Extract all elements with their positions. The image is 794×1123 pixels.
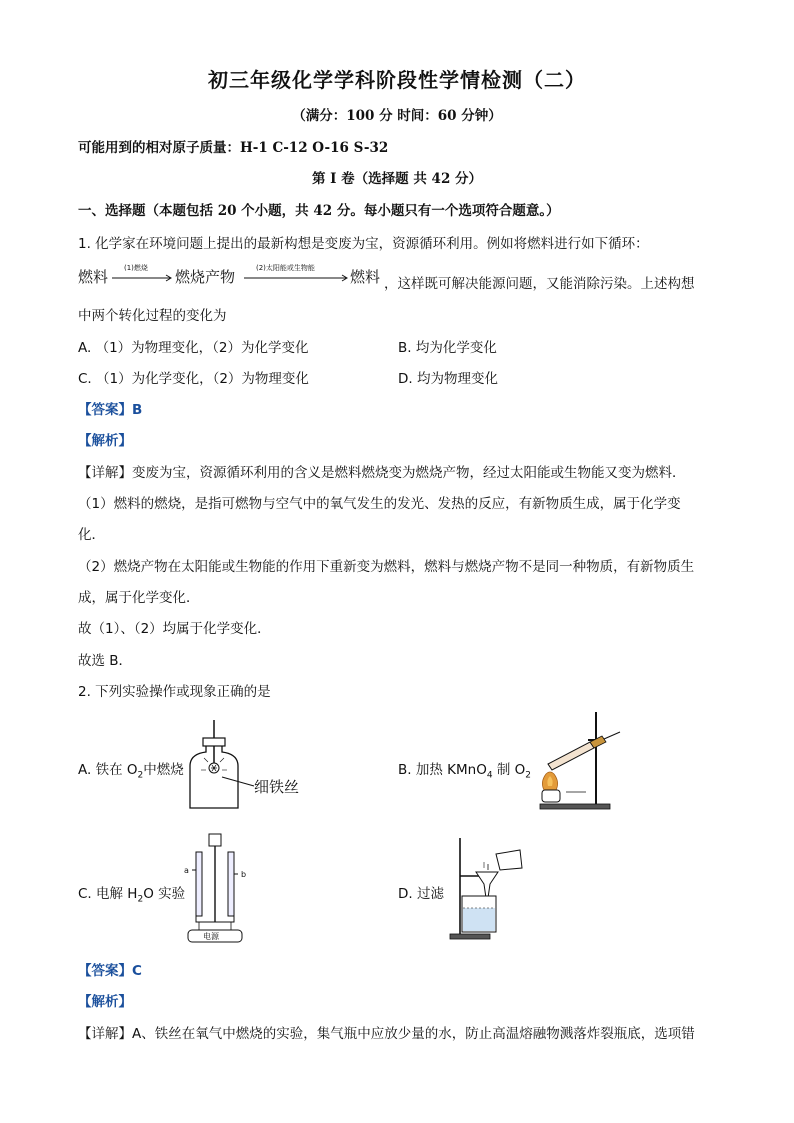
- iron-burning-oxygen-diagram: [188, 720, 298, 812]
- q2-option-b: B. 加热 KMnO$_4$ 制 $O_2$: [398, 762, 532, 781]
- q1-answer: 【答案】B: [78, 402, 143, 418]
- q2-option-c: C. 电解 $H_2O$ 实验: [78, 886, 186, 905]
- q1-stem-cont: ，这样既可解决能源问题，又能消除污染。上述构想: [384, 276, 695, 292]
- q2-stem: 2. 下列实验操作或现象正确的是: [78, 684, 271, 700]
- q1-option-b: B. 均为化学变化: [398, 340, 497, 356]
- kmno4-heating-diagram: [540, 712, 630, 812]
- arrow1-label: (1)燃烧: [124, 264, 148, 272]
- cycle-fuel-2: 燃料: [350, 268, 381, 286]
- iron-wire-label: 细铁丝: [254, 778, 300, 796]
- atomic-masses: 可能用到的相对原子质量：H-1 C-12 O-16 S-32: [78, 140, 389, 156]
- q1-option-d: D. 均为物理变化: [398, 371, 498, 387]
- cycle-product: 燃烧产物: [175, 268, 236, 286]
- exam-info: （满分：100 分 时间：60 分钟）: [292, 108, 502, 124]
- arrow2-label: (2)太阳能或生物能: [256, 264, 315, 272]
- electrode-b-label: b: [241, 870, 247, 879]
- q1-stem-end: 中两个转化过程的变化为: [78, 308, 227, 324]
- q1-option-c: C. （1）为化学变化，（2）为物理变化: [78, 371, 309, 387]
- q2-detail-1: 【详解】A、铁丝在氧气中燃烧的实验，集气瓶中应放少量的水，防止高温熔融物溅落炸裂瓶底，选项错: [78, 1026, 695, 1042]
- q1-detail-1: 【详解】变废为宝，资源循环利用的含义是燃料燃烧变为燃烧产物，经过太阳能或生物能又变为燃料．: [78, 465, 686, 481]
- arrow2-icon: [244, 274, 350, 282]
- q1-analysis-label: 【解析】: [78, 433, 132, 449]
- filtration-diagram: [448, 834, 528, 942]
- section-heading: 一、选择题（本题包括 20 个小题，共 42 分。每小题只有一个选项符合题意。）: [78, 203, 560, 219]
- cycle-fuel: 燃料: [78, 268, 109, 286]
- q2-answer: 【答案】C: [78, 963, 142, 979]
- q1-detail-3: 化．: [78, 527, 105, 543]
- q1-detail-6: 故（1）、（2）均属于化学变化．: [78, 621, 271, 637]
- arrow1-icon: [112, 274, 174, 282]
- q1-detail-7: 故选 B．: [78, 653, 133, 669]
- power-supply-label: 电源: [203, 932, 219, 941]
- q2-option-d: D. 过滤: [398, 886, 444, 902]
- q1-detail-2: （1）燃料的燃烧，是指可燃物与空气中的氧气发生的发光、发热的反应，有新物质生成，属于化学变: [78, 496, 681, 512]
- electrode-a-label: a: [184, 866, 189, 875]
- q2-option-a: A. 铁在 $O_2$中燃烧: [78, 762, 184, 781]
- page-title: 初三年级化学学科阶段性学情检测（二）: [208, 68, 586, 92]
- q1-detail-5: 成，属于化学变化．: [78, 590, 200, 606]
- electrolysis-apparatus-diagram: [182, 832, 252, 944]
- q1-option-a: A. （1）为物理变化，（2）为化学变化: [78, 340, 309, 356]
- q2-analysis-label: 【解析】: [78, 994, 132, 1010]
- volume-heading: 第 I 卷（选择题 共 42 分）: [311, 171, 483, 187]
- q1-detail-4: （2）燃烧产物在太阳能或生物能的作用下重新变为燃料，燃料与燃烧产物不是同一种物质，有新物质生: [78, 559, 695, 575]
- q1-stem: 1. 化学家在环境问题上提出的最新构想是变废为宝，资源循环利用。例如将燃料进行如下循环：: [78, 236, 649, 252]
